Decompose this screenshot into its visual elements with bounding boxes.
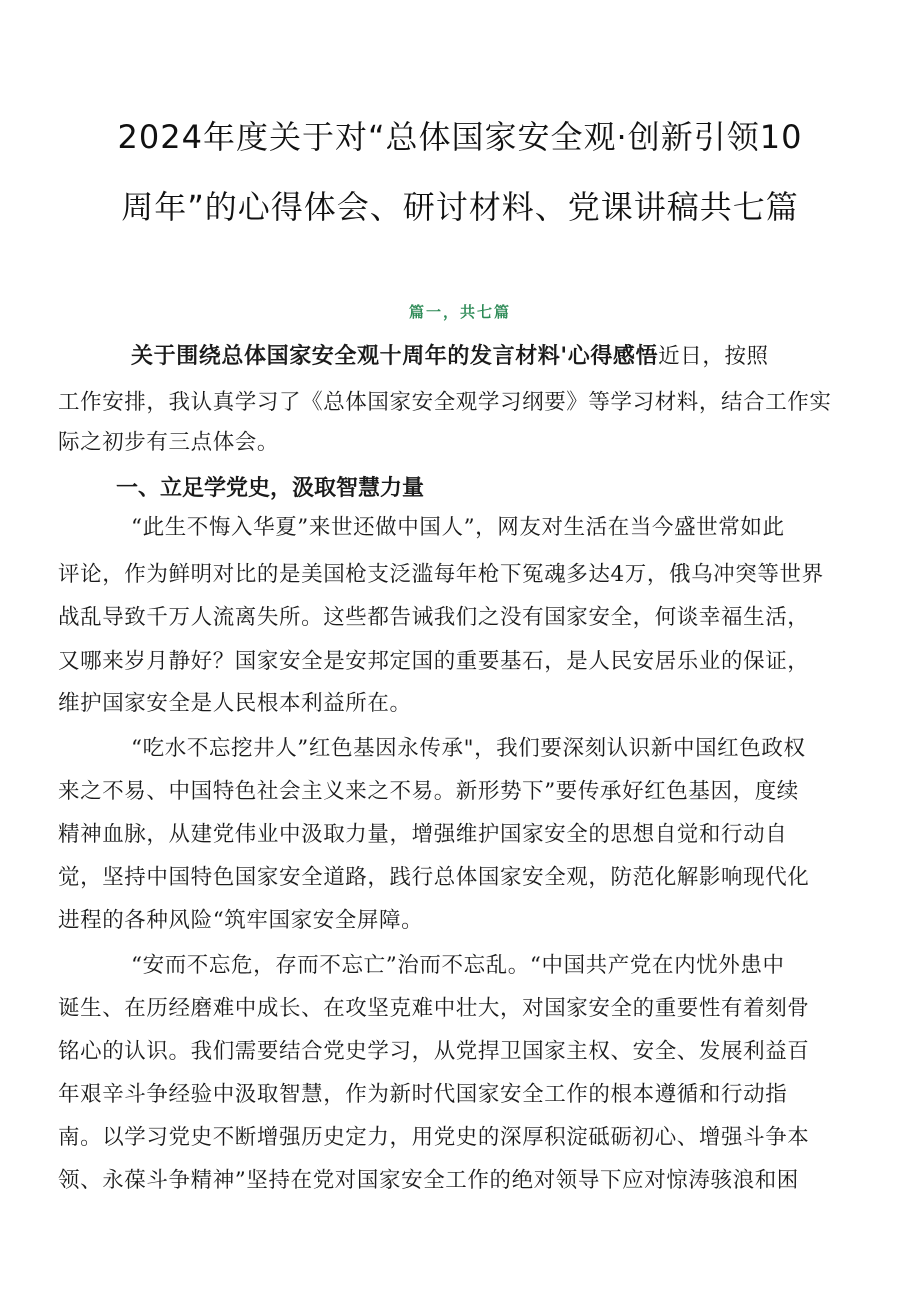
paragraph-line: 年艰辛斗争经验中汲取智慧，作为新时代国家安全工作的根本遵循和行动指 bbox=[58, 1082, 788, 1107]
paragraph-line: 战乱导致千万人流离失所。这些都告诫我们之没有国家安全，何谈幸福生活， bbox=[58, 605, 810, 630]
section-heading: 一、立足学党史，汲取智慧力量 bbox=[116, 476, 425, 501]
paragraph-line: 评论，作为鲜明对比的是美国枪支泛滥每年枪下冤魂多达4万，俄乌冲突等世界 bbox=[58, 562, 824, 587]
document-title-line-1: 2024年度关于对“总体国家安全观·创新引领10 bbox=[117, 118, 803, 156]
paragraph-line: 南。以学习党史不断增强历史定力，用党史的深厚积淀砥砺初心、增强斗争本 bbox=[58, 1125, 810, 1150]
paragraph-line: 觉，坚持中国特色国家安全道路，践行总体国家安全观，防范化解影响现代化 bbox=[58, 865, 810, 890]
paragraph-line: “安而不忘危，存而不忘亡”治而不忘乱。“中国共产党在内忧外患中 bbox=[131, 953, 785, 978]
lead-bold-title: 关于围绕总体国家安全观十周年的发言材料'心得感悟 bbox=[131, 344, 659, 369]
lead-paragraph-first-line bbox=[131, 342, 920, 372]
paragraph-line: “吃水不忘挖井人”红色基因永传承"，我们要深刻认识新中国红色政权 bbox=[131, 736, 806, 761]
section-subtitle: 篇一，共七篇 bbox=[408, 303, 511, 321]
intro-line: 际之初步有三点体会。 bbox=[58, 430, 280, 455]
paragraph-line: 维护国家安全是人民根本利益所在。 bbox=[58, 691, 412, 716]
paragraph-line: 精神血脉，从建党伟业中汲取力量，增强维护国家安全的思想自觉和行动自 bbox=[58, 822, 788, 847]
paragraph-line: 进程的各种风险“筑牢国家安全屏障。 bbox=[58, 908, 424, 933]
paragraph-line: 又哪来岁月静好？国家安全是安邦定国的重要基石，是人民安居乐业的保证， bbox=[58, 649, 810, 674]
paragraph-line: 诞生、在历经磨难中成长、在攻坚克难中壮大，对国家安全的重要性有着刻骨 bbox=[58, 996, 810, 1021]
lead-text: 近日，按照 bbox=[658, 344, 769, 369]
intro-line: 工作安排，我认真学习了《总体国家安全观学习纲要》等学习材料，结合工作实 bbox=[58, 390, 832, 415]
document-title-line-2: 周年”的心得体会、研讨材料、党课讲稿共七篇 bbox=[121, 188, 799, 226]
paragraph-line: “此生不悔入华夏”来世还做中国人”，网友对生活在当今盛世常如此 bbox=[131, 515, 785, 540]
paragraph-line: 领、永葆斗争精神”坚持在党对国家安全工作的绝对领导下应对惊涛骇浪和困 bbox=[58, 1168, 799, 1193]
paragraph-line: 铭心的认识。我们需要结合党史学习，从党捍卫国家主权、安全、发展利益百 bbox=[58, 1039, 810, 1064]
paragraph-line: 来之不易、中国特色社会主义来之不易。新形势下”要传承好红色基因，度续 bbox=[58, 779, 799, 804]
